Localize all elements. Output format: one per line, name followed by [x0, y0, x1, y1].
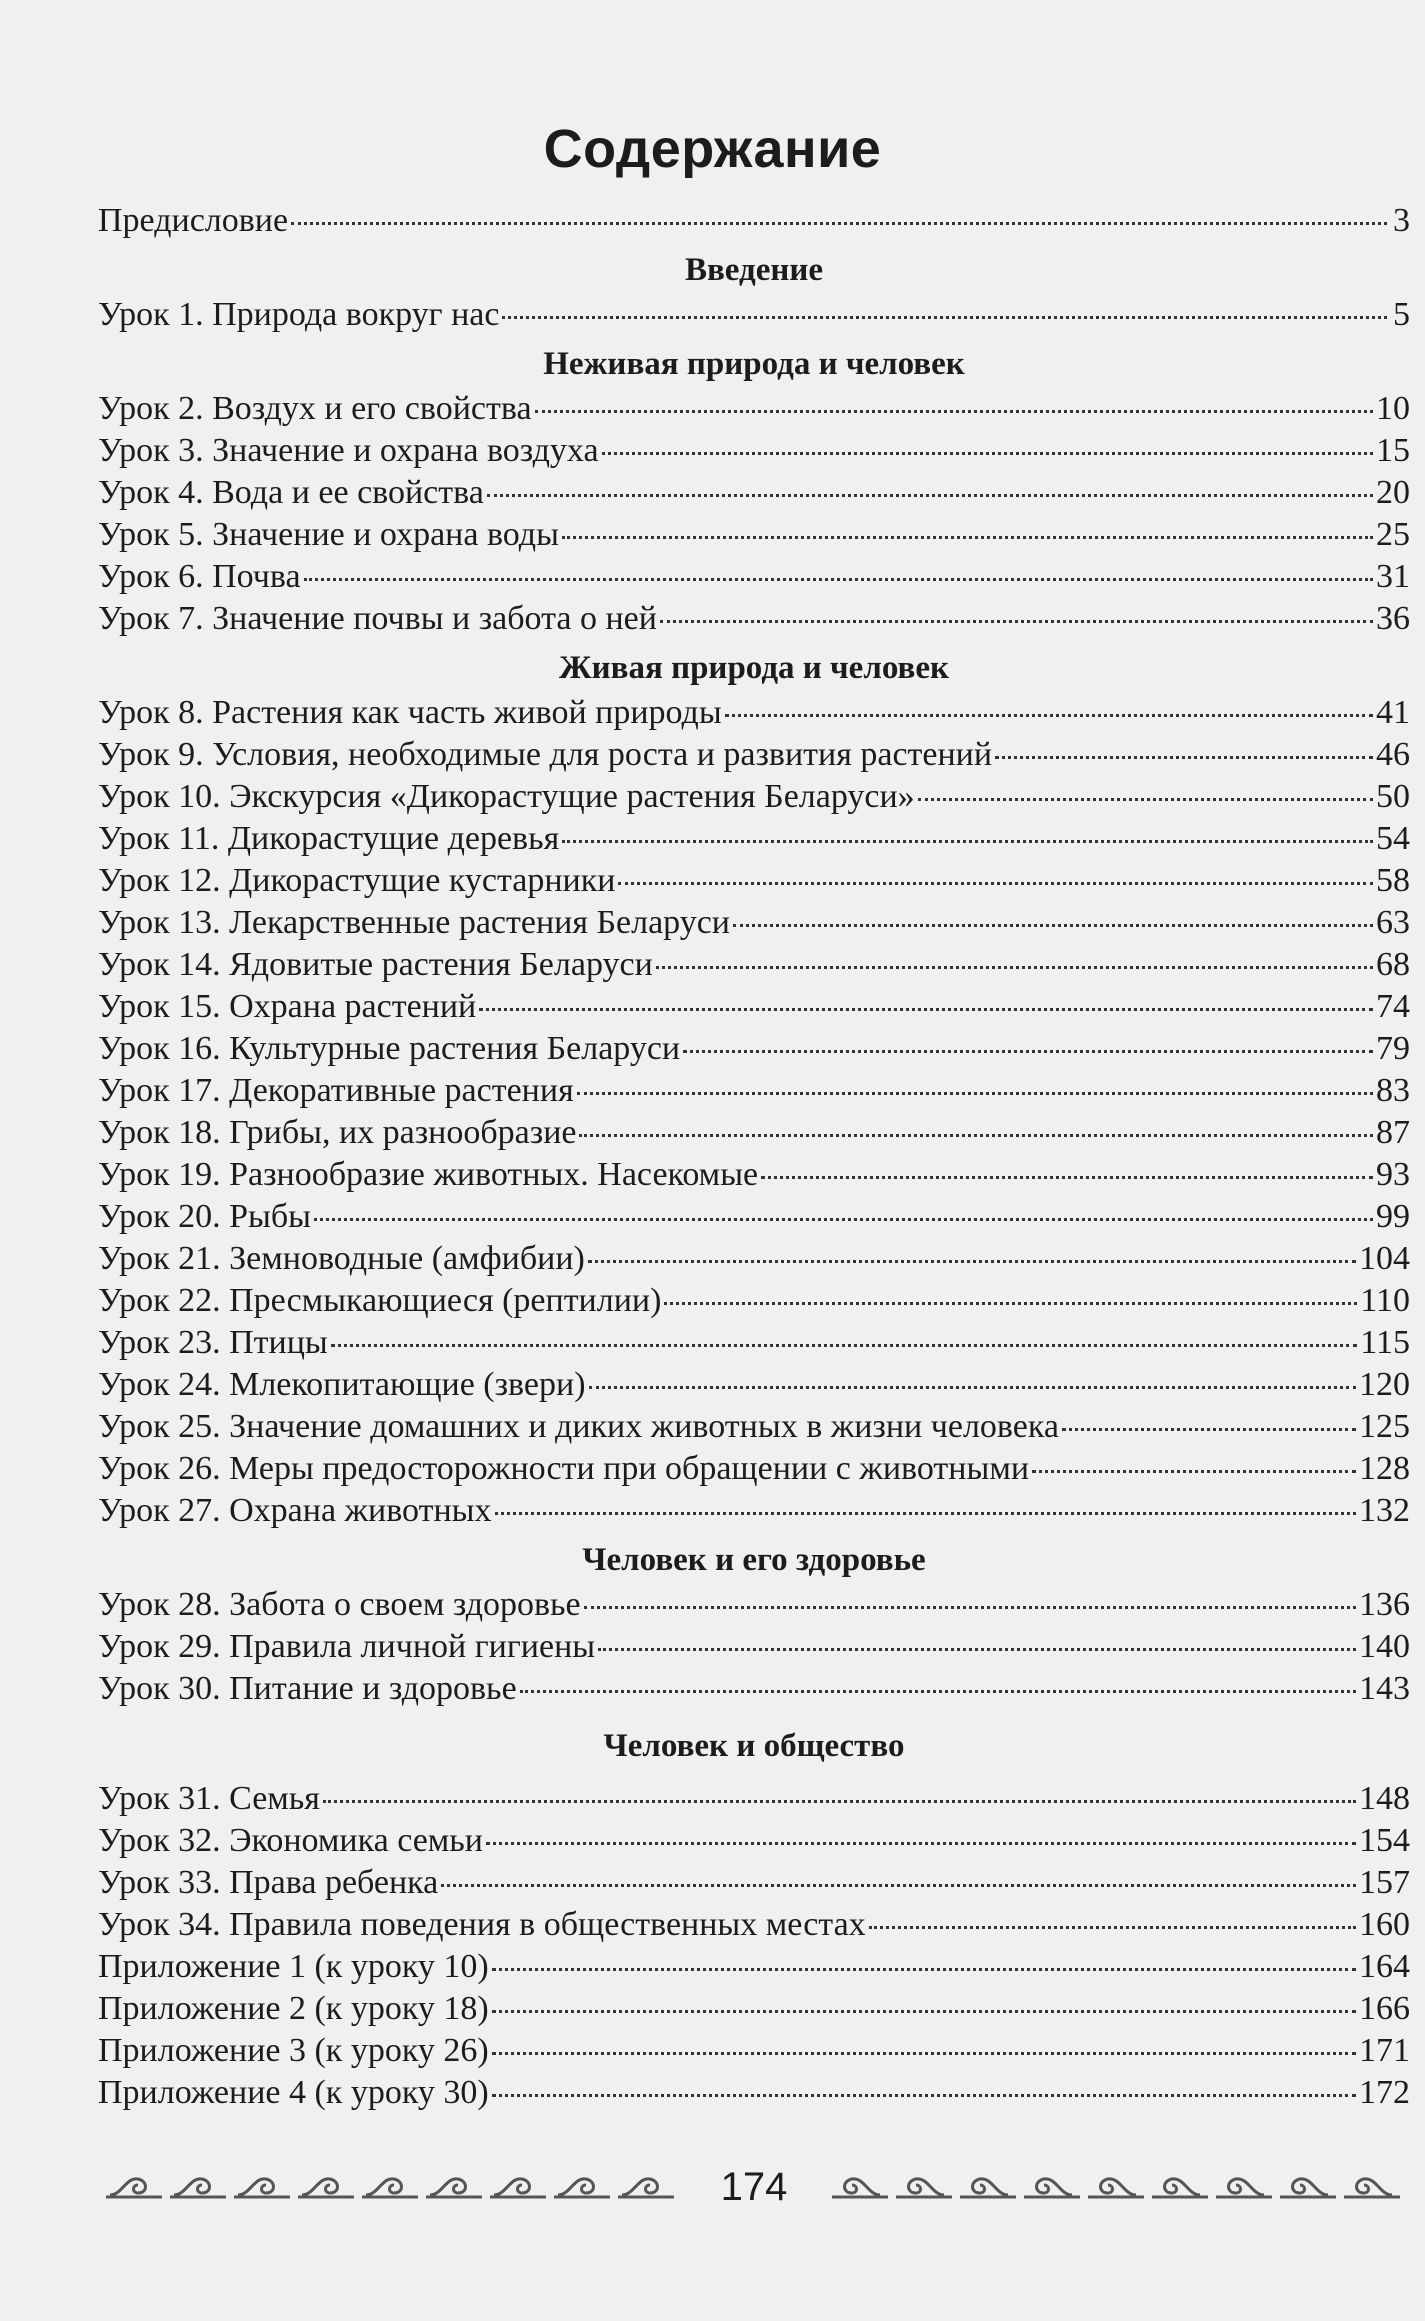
toc-entry-title: Урок 18. Грибы, их разнообразие: [98, 1114, 577, 1151]
toc-entry: [98, 294, 1410, 336]
toc-entry-title: Урок 25. Значение домашних и диких животных в жизни человека: [98, 1408, 1059, 1445]
scroll-ornament-icon: [896, 2179, 952, 2197]
toc-entry-title: Урок 31. Семья: [98, 1780, 320, 1817]
toc-entry-page: 120: [1359, 1366, 1410, 1403]
scroll-ornament-icon: [106, 2179, 162, 2197]
toc-entry-page: 5: [1393, 296, 1410, 333]
dot-leader: [486, 1842, 1356, 1845]
dot-leader: [995, 756, 1373, 759]
scroll-ornament-icon: [362, 2179, 418, 2197]
toc-entry: [98, 1322, 1410, 1364]
toc-entry-page: 50: [1376, 778, 1410, 815]
toc-entry: [98, 1988, 1410, 2030]
dot-leader: [577, 1092, 1373, 1095]
toc-entry-title: Урок 6. Почва: [98, 558, 301, 595]
toc-entry-page: 104: [1359, 1240, 1410, 1277]
section-heading: Живая природа и человек: [559, 650, 949, 686]
toc-entry-title: Урок 21. Земноводные (амфибии): [98, 1240, 585, 1277]
toc-entry-page: 148: [1359, 1780, 1410, 1817]
toc-entry: [98, 1364, 1410, 1406]
dot-leader: [304, 578, 1373, 581]
scroll-ornament-icon: [1152, 2179, 1208, 2197]
toc-entry-page: 87: [1376, 1114, 1410, 1151]
dot-leader: [589, 1386, 1356, 1389]
toc-entry-page: 54: [1376, 820, 1410, 857]
dot-leader: [331, 1344, 1358, 1347]
dot-leader: [441, 1884, 1356, 1887]
toc-entry: [98, 2072, 1410, 2114]
toc-entry-title: Урок 20. Рыбы: [98, 1198, 311, 1235]
toc-entry: [98, 1154, 1410, 1196]
toc-entry-page: 41: [1376, 694, 1410, 731]
toc-entry-title: Урок 23. Птицы: [98, 1324, 328, 1361]
toc-entry: [98, 1280, 1410, 1322]
dot-leader: [487, 494, 1373, 497]
dot-leader: [683, 1050, 1373, 1053]
toc-entry: [98, 430, 1410, 472]
scroll-ornament-icon: [298, 2179, 354, 2197]
toc-entry: [98, 986, 1410, 1028]
toc-entry-page: 68: [1376, 946, 1410, 983]
scroll-ornament-icon: [1024, 2179, 1080, 2197]
scroll-ornament-icon: [960, 2179, 1016, 2197]
toc-entry-page: 172: [1359, 2074, 1410, 2111]
toc-entry: [98, 1626, 1410, 1668]
toc-entry: [98, 1028, 1410, 1070]
toc-entry-title: Урок 4. Вода и ее свойства: [98, 474, 484, 511]
scroll-ornament-icon: [1344, 2179, 1400, 2197]
dot-leader: [562, 840, 1373, 843]
toc-entry-page: 25: [1376, 516, 1410, 553]
toc-entry-page: 36: [1376, 600, 1410, 637]
toc-entry: [98, 1406, 1410, 1448]
toc-entry-page: 46: [1376, 736, 1410, 773]
dot-leader: [660, 620, 1373, 623]
dot-leader: [733, 924, 1373, 927]
toc-entry-page: 58: [1376, 862, 1410, 899]
toc-entry: [98, 472, 1410, 514]
toc-entry-title: Урок 16. Культурные растения Беларуси: [98, 1030, 681, 1067]
toc-entry-title: Урок 10. Экскурсия «Дикорастущие растения Беларуси»: [98, 778, 915, 815]
toc-entry-page: 143: [1359, 1670, 1410, 1707]
toc-entry-title: Приложение 2 (к уроку 18): [98, 1990, 489, 2027]
dot-leader: [725, 714, 1373, 717]
toc-entry-title: Урок 7. Значение почвы и забота о ней: [98, 600, 657, 637]
dot-leader: [492, 2094, 1356, 2097]
scroll-ornament-icon: [170, 2179, 226, 2197]
toc-entry: [98, 902, 1410, 944]
toc-entry-page: 31: [1376, 558, 1410, 595]
toc-entry-page: 93: [1376, 1156, 1410, 1193]
toc-entry: [98, 776, 1410, 818]
toc-entry-page: 160: [1359, 1906, 1410, 1943]
toc-entry-page: 15: [1376, 432, 1410, 469]
toc-entry-title: Предисловие: [98, 202, 289, 239]
section-heading: Человек и его здоровье: [582, 1542, 926, 1578]
dot-leader: [656, 966, 1373, 969]
toc-entry: [98, 860, 1410, 902]
toc-entry: [98, 1448, 1410, 1490]
dot-leader: [918, 798, 1373, 801]
toc-entry: [98, 1820, 1410, 1862]
scroll-ornament-icon: [234, 2179, 290, 2197]
toc-entry: [98, 1946, 1410, 1988]
toc-entry-page: 10: [1376, 390, 1410, 427]
dot-leader: [598, 1648, 1356, 1651]
toc-entry-title: Урок 3. Значение и охрана воздуха: [98, 432, 599, 469]
dot-leader: [1062, 1428, 1356, 1431]
toc-entry: [98, 1070, 1410, 1112]
dot-leader: [664, 1302, 1357, 1305]
toc-entry-title: Урок 5. Значение и охрана воды: [98, 516, 559, 553]
scroll-ornament-icon: [832, 2179, 888, 2197]
dot-leader: [492, 2010, 1356, 2013]
toc-entry-title: Урок 22. Пресмыкающиеся (рептилии): [98, 1282, 662, 1319]
toc-entry: [98, 598, 1410, 640]
dot-leader: [761, 1176, 1373, 1179]
toc-entry-page: 154: [1359, 1822, 1410, 1859]
toc-entry-title: Урок 12. Дикорастущие кустарники: [98, 862, 616, 899]
toc-entry-page: 140: [1359, 1628, 1410, 1665]
toc-entry-title: Урок 11. Дикорастущие деревья: [98, 820, 560, 857]
dot-leader: [314, 1218, 1373, 1221]
section-heading: Человек и общество: [603, 1728, 905, 1764]
toc-entry-title: Урок 28. Забота о своем здоровье: [98, 1586, 581, 1623]
toc-entry-page: 3: [1393, 202, 1410, 239]
scroll-ornament-icon: [490, 2179, 546, 2197]
dot-leader: [618, 882, 1373, 885]
toc-entry-title: Урок 13. Лекарственные растения Беларуси: [98, 904, 731, 941]
toc-entry-page: 157: [1359, 1864, 1410, 1901]
toc-entry-title: Урок 30. Питание и здоровье: [98, 1670, 517, 1707]
dot-leader: [588, 1260, 1356, 1263]
toc-entry-page: 79: [1376, 1030, 1410, 1067]
toc-entry-title: Урок 8. Растения как часть живой природы: [98, 694, 722, 731]
dot-leader: [492, 2052, 1356, 2055]
toc-entry: [98, 1904, 1410, 1946]
toc-entry-title: Приложение 1 (к уроку 10): [98, 1948, 489, 1985]
dot-leader: [584, 1606, 1356, 1609]
dot-leader: [602, 452, 1373, 455]
dot-leader: [579, 1134, 1373, 1137]
dot-leader: [495, 1512, 1357, 1515]
toc-entry: [98, 1668, 1410, 1710]
toc-entry-title: Урок 15. Охрана растений: [98, 988, 477, 1025]
toc-entry-page: 20: [1376, 474, 1410, 511]
toc-entry-page: 83: [1376, 1072, 1410, 1109]
toc-entry-title: Урок 24. Млекопитающие (звери): [98, 1366, 586, 1403]
toc-entry-page: 110: [1360, 1282, 1410, 1319]
dot-leader: [520, 1690, 1356, 1693]
toc-entry-page: 166: [1359, 1990, 1410, 2027]
toc-entry: [98, 944, 1410, 986]
toc-entry-title: Урок 2. Воздух и его свойства: [98, 390, 532, 427]
scroll-ornament-icon: [618, 2179, 674, 2197]
dot-leader: [291, 222, 1387, 225]
toc-entry: [98, 514, 1410, 556]
section-heading: Введение: [684, 252, 824, 288]
toc-entry: [98, 1584, 1410, 1626]
toc-entry-page: 136: [1359, 1586, 1410, 1623]
scroll-ornament-icon: [426, 2179, 482, 2197]
dot-leader: [502, 316, 1387, 319]
left-ornament: [98, 2167, 688, 2207]
toc-entry-title: Приложение 3 (к уроку 26): [98, 2032, 489, 2069]
scroll-ornament-icon: [1088, 2179, 1144, 2197]
toc-entry: [98, 1490, 1410, 1532]
toc-entry-title: Урок 1. Природа вокруг нас: [98, 296, 500, 333]
page-title: Содержание: [543, 119, 882, 179]
toc-entry-page: 132: [1359, 1492, 1410, 1529]
dot-leader: [323, 1800, 1356, 1803]
toc-entry-page: 74: [1376, 988, 1410, 1025]
scroll-ornament-icon: [1280, 2179, 1336, 2197]
page-footer: [98, 2162, 1410, 2212]
toc-entry: [98, 556, 1410, 598]
toc-entry-title: Урок 33. Права ребенка: [98, 1864, 439, 1901]
dot-leader: [562, 536, 1373, 539]
toc-entry: [98, 692, 1410, 734]
toc-entry: [98, 200, 1410, 242]
toc-entry: [98, 1862, 1410, 1904]
toc-entry: [98, 818, 1410, 860]
dot-leader: [869, 1926, 1356, 1929]
toc-entry-page: 115: [1360, 1324, 1410, 1361]
toc-entry-page: 99: [1376, 1198, 1410, 1235]
right-ornament: [820, 2167, 1410, 2207]
toc-entry: [98, 2030, 1410, 2072]
dot-leader: [492, 1968, 1356, 1971]
toc-entry-title: Урок 17. Декоративные растения: [98, 1072, 574, 1109]
toc-entry: [98, 1238, 1410, 1280]
toc-entry: [98, 734, 1410, 776]
toc-entry-page: 164: [1359, 1948, 1410, 1985]
table-of-contents: [98, 200, 1410, 2114]
toc-entry-title: Урок 26. Меры предосторожности при обращении с животными: [98, 1450, 1030, 1487]
toc-entry: [98, 1196, 1410, 1238]
toc-entry-title: Урок 27. Охрана животных: [98, 1492, 492, 1529]
scroll-ornament-icon: [1216, 2179, 1272, 2197]
scroll-ornament-icon: [554, 2179, 610, 2197]
dot-leader: [479, 1008, 1373, 1011]
toc-entry-title: Урок 9. Условия, необходимые для роста и развития растений: [98, 736, 993, 773]
dot-leader: [1032, 1470, 1356, 1473]
toc-entry-page: 171: [1359, 2032, 1410, 2069]
toc-entry-page: 128: [1359, 1450, 1410, 1487]
toc-entry: [98, 1112, 1410, 1154]
toc-entry-title: Урок 29. Правила личной гигиены: [98, 1628, 596, 1665]
page-number: 174: [720, 2164, 788, 2209]
dot-leader: [535, 410, 1373, 413]
toc-entry: [98, 388, 1410, 430]
toc-entry-page: 125: [1359, 1408, 1410, 1445]
section-heading: Неживая природа и человек: [543, 346, 965, 382]
toc-entry-title: Приложение 4 (к уроку 30): [98, 2074, 489, 2111]
toc-entry-title: Урок 34. Правила поведения в общественных местах: [98, 1906, 866, 1943]
toc-entry-page: 63: [1376, 904, 1410, 941]
toc-entry-title: Урок 14. Ядовитые растения Беларуси: [98, 946, 653, 983]
toc-entry-title: Урок 32. Экономика семьи: [98, 1822, 484, 1859]
toc-entry: [98, 1778, 1410, 1820]
toc-entry-title: Урок 19. Разнообразие животных. Насекомые: [98, 1156, 759, 1193]
